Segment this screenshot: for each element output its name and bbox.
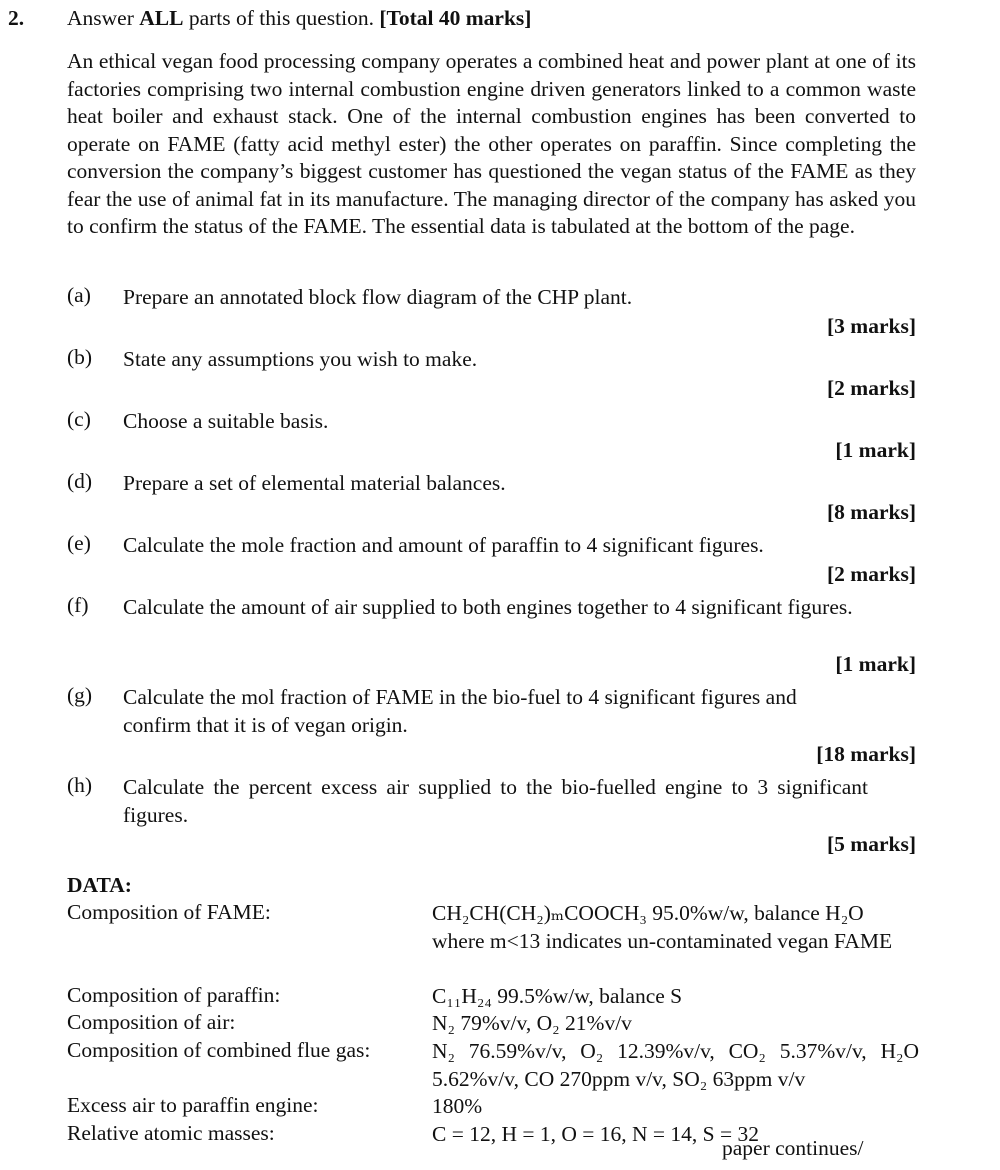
part-a-marks: [3 marks] bbox=[827, 314, 916, 338]
part-letter: (b) bbox=[67, 345, 93, 369]
question-number: 2. bbox=[8, 6, 25, 30]
part-text: Prepare an annotated block flow diagram of the CHP plant. bbox=[123, 285, 633, 309]
part-text: Choose a suitable basis. bbox=[123, 409, 329, 433]
continues-note bbox=[722, 1136, 898, 1160]
part-text: Calculate the amount of air supplied to both engines together to 4 significant figures. bbox=[123, 595, 853, 619]
part-letter: (h) bbox=[67, 773, 93, 797]
data-value: N₂ 76.59%v/v, O₂ 12.39%v/v, CO₂ 5.37%v/v, H₂O 5.62%v/v, CO 270ppm v/v, SO₂ 63ppm v/v bbox=[432, 1039, 919, 1091]
data-value: CH₂CH(CH₂)ₘCOOCH₃ 95.0%w/w, balance H₂O where m<13 indicates un-contaminated vegan FAME bbox=[432, 901, 893, 953]
part-letter: (e) bbox=[67, 531, 91, 555]
part-d-marks: [8 marks] bbox=[827, 500, 916, 524]
part-h-marks: [5 marks] bbox=[827, 832, 916, 856]
data-heading: DATA: bbox=[67, 873, 132, 897]
part-c-marks: [1 mark] bbox=[835, 438, 916, 462]
data-value: C₁₁H₂₄ 99.5%w/w, balance S bbox=[432, 984, 683, 1008]
data-value: 180% bbox=[432, 1094, 483, 1118]
part-text: Calculate the mol fraction of FAME in the bio-fuel to 4 significant figures and confirm that it is of vegan origin. bbox=[123, 685, 797, 737]
data-value: C = 12, H = 1, O = 16, N = 14, S = 32 bbox=[432, 1122, 760, 1146]
data-label: Excess air to paraffin engine: bbox=[67, 1093, 319, 1117]
data-label: Relative atomic masses: bbox=[67, 1121, 275, 1145]
question-heading: Answer ALL parts of this question. [Total 40 marks] bbox=[67, 6, 532, 30]
data-value: N₂ 79%v/v, O₂ 21%v/v bbox=[432, 1011, 632, 1035]
part-text: Prepare a set of elemental material balances. bbox=[123, 471, 506, 495]
part-letter: (c) bbox=[67, 407, 91, 431]
part-e-marks: [2 marks] bbox=[827, 562, 916, 586]
continues-text: paper continues/ bbox=[722, 1136, 864, 1160]
part-letter: (a) bbox=[67, 283, 91, 307]
part-b-marks: [2 marks] bbox=[827, 376, 916, 400]
data-label: Composition of combined flue gas: bbox=[67, 1038, 371, 1062]
part-text: Calculate the mole fraction and amount of paraffin to 4 significant figures. bbox=[123, 533, 764, 557]
part-letter: (f) bbox=[67, 593, 89, 617]
part-text: Calculate the percent excess air supplied to the bio-fuelled engine to 3 significant figures. bbox=[123, 775, 868, 827]
part-letter: (g) bbox=[67, 683, 93, 707]
part-f-marks: [1 mark] bbox=[835, 652, 916, 676]
question-intro: An ethical vegan food processing company operates a combined heat and power plant at one of its factories comprising two internal combustion engine driven generators linked to a common waste heat boiler and exhaust stack. One of the internal combustion engines has been converted to operate on FAME (fatty acid methyl ester) the other operates on paraffin. Since completing the conversion the company’s biggest customer has questioned the vegan status of the FAME as they fear the use of animal fat in its manufacture. The managing director of the company has asked you to confirm the status of the FAME. The essential data is tabulated at the bottom of the page. bbox=[67, 49, 916, 238]
part-text: State any assumptions you wish to make. bbox=[123, 347, 478, 371]
data-label: Composition of FAME: bbox=[67, 900, 271, 924]
data-label: Composition of paraffin: bbox=[67, 983, 281, 1007]
data-label: Composition of air: bbox=[67, 1010, 236, 1034]
part-g-marks: [18 marks] bbox=[816, 742, 916, 766]
part-letter: (d) bbox=[67, 469, 93, 493]
